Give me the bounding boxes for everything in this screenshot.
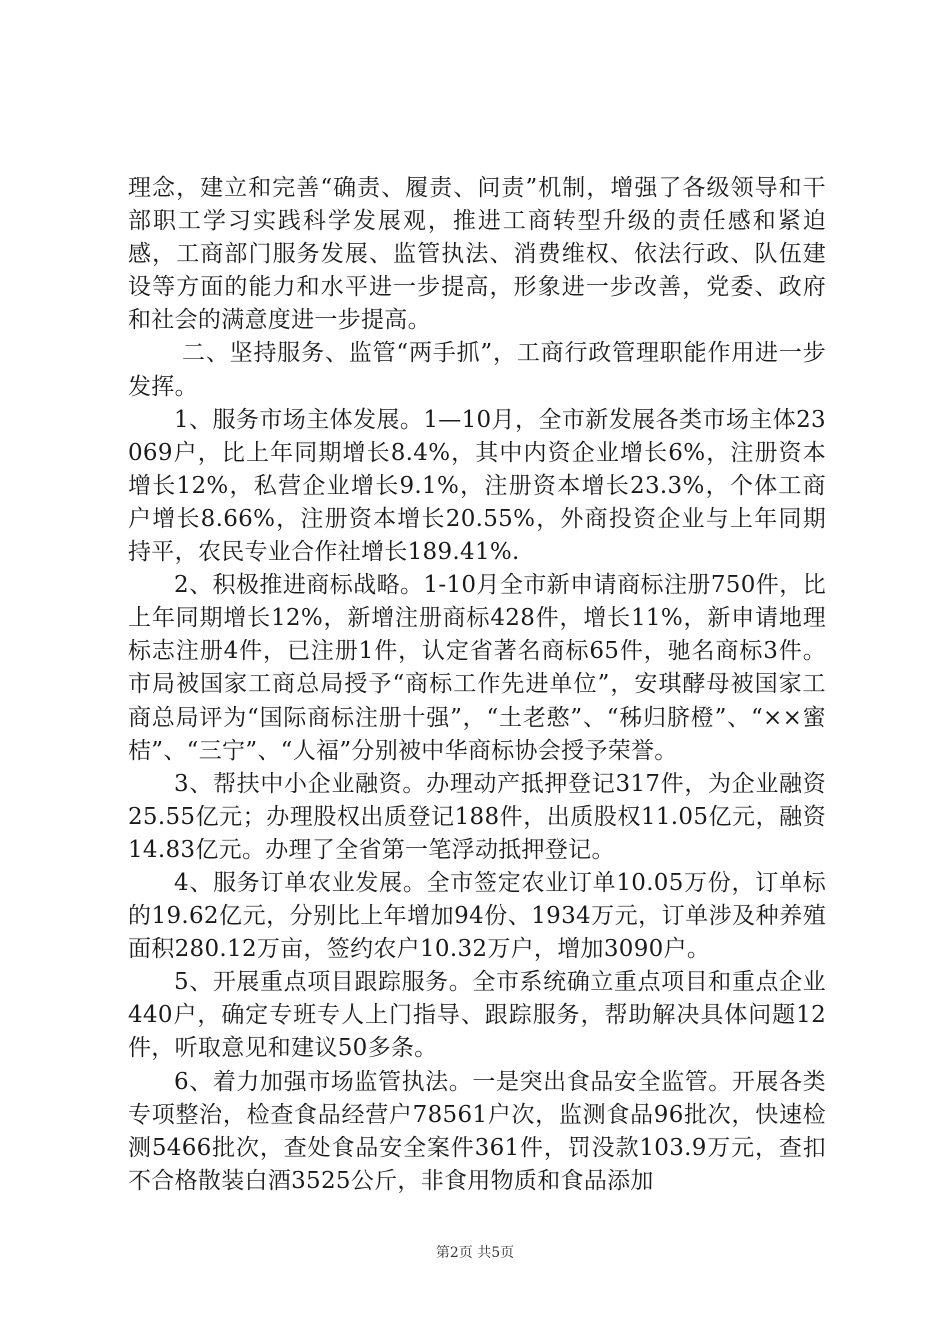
paragraph-item-1: 1、服务市场主体发展。1—10月，全市新发展各类市场主体23069户，比上年同期增长8.4%，其中内资企业增长6%，注册资本增长12%，私营企业增长9.1%，注册资本增长23.3%，个体工商户增长8.66%，注册资本增长20.55%，外商投资企业与上年同期持平，农民专业合作社增长189.41%. xyxy=(128,406,826,566)
page-number-footer: 第2页 共5页 xyxy=(435,1245,515,1261)
section-heading-two: 二、坚持服务、监管“两手抓”，工商行政管理职能作用进一步发挥。 xyxy=(128,340,826,400)
document-body xyxy=(128,172,826,1198)
paragraph-item-3: 3、帮扶中小企业融资。办理动产抵押登记317件，为企业融资25.55亿元；办理股权出质登记188件，出质股权11.05亿元，融资14.83亿元。办理了全省第一笔浮动抵押登记。 xyxy=(128,770,826,863)
paragraph-item-4: 4、服务订单农业发展。全市签定农业订单10.05万份，订单标的19.62亿元，分别比上年增加94份、1934万元，订单涉及种养殖面积280.12万亩，签约农户10.32万户，增加3090户。 xyxy=(128,869,826,963)
paragraph-item-2: 2、积极推进商标战略。1-10月全市新申请商标注册750件，比上年同期增长12%，新增注册商标428件，增长11%，新申请地理标志注册4件，已注册1件，认定省著名商标65件，驰名商标3件。市局被国家工商总局授予“商标工作先进单位”，安琪酵母被国家工商总局评为“国际商标注册十强”，“土老憨”、“秭归脐橙”、“××蜜桔”、“三宁”、“人福”分别被中华商标协会授予荣誉。 xyxy=(128,572,826,764)
paragraph-item-5: 5、开展重点项目跟踪服务。全市系统确立重点项目和重点企业440户，确定专班专人上门指导、跟踪服务，帮助解决具体问题12件，听取意见和建议50多条。 xyxy=(128,969,826,1062)
paragraph-intro-continuation: 理念，建立和完善“确责、履责、问责”机制，增强了各级领导和干部职工学习实践科学发展观，推进工商转型升级的责任感和紧迫感，工商部门服务发展、监管执法、消费维权、依法行政、队伍建设等方面的能力和水平进一步提高，形象进一步改善，党委、政府和社会的满意度进一步提高。 xyxy=(128,175,826,334)
paragraph-item-6: 6、着力加强市场监管执法。一是突出食品安全监管。开展各类专项整治，检查食品经营户78561户次，监测食品96批次，快速检测5466批次，查处食品安全案件361件，罚没款103.9万元，查扣不合格散装白酒3525公斤，非食用物质和食品添加 xyxy=(128,1068,826,1194)
